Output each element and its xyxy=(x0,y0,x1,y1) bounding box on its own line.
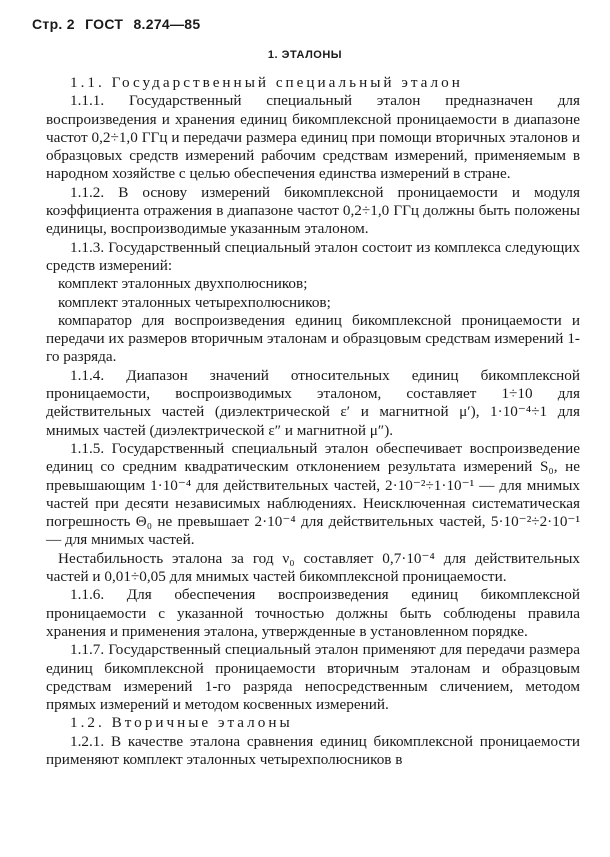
list-item: комплект эталонных двухполюсников; xyxy=(58,275,308,293)
paragraph: 1.1.4. Диапазон значений относительных единиц бикомплексной проницаемости, воспроизводимых эталоном, составляет 1÷10 для действительных частей (диэлектрической ε′ и магнитной μ′), 1·10⁻⁴÷1 для мнимых частей (диэлектрической ε″ и магнитной μ″). xyxy=(46,366,580,439)
paragraph: 1.2.1. В качестве эталона сравнения единиц бикомплексной проницаемости применяют комплект эталонных четырехполюсников в xyxy=(46,732,580,768)
paragraph: 1.1.3. Государственный специальный эталон состоит из комплекса следующих средств измерений: xyxy=(46,238,580,274)
standard-number: 8.274—85 xyxy=(133,16,201,32)
body-text xyxy=(46,74,580,769)
section-title: 1. ЭТАЛОНЫ xyxy=(267,49,343,61)
paragraph: 1.1.2. В основу измерений бикомплексной проницаемости и модуля коэффициента отражения в диапазоне частот 0,2÷1,0 ГГц должны быть положены единицы, воспроизводимые указанным эталоном. xyxy=(46,183,580,238)
paragraph: 1.1.5. Государственный специальный эталон обеспечивает воспроизведение единиц со средним квадратическим отклонением результата измерений S₀, не превышающим 1·10⁻⁴ для действительных частей, 2·10⁻²÷1·10⁻¹ — для мнимых частей при десяти независимых наблюдениях. Неисключенная систематическая погрешность Θ₀ не превышает 2·10⁻⁴ для действительных частей, 5·10⁻²÷2·10⁻¹ — для мнимых частей. xyxy=(46,439,580,549)
paragraph: 1.1.6. Для обеспечения воспроизведения единиц бикомплексной проницаемости с указанной точностью должны быть соблюдены правила хранения и применения эталона, утвержденные в установленном порядке. xyxy=(46,586,580,640)
paragraph: 1.1.7. Государственный специальный эталон применяют для передачи размера единиц бикомплексной проницаемости вторичным эталонам и образцовым средствам измерений 1-го разряда непосредственным сличением, методом прямых измерений и методом косвенных измерений. xyxy=(46,641,580,714)
subsection-heading: 1.2. Вторичные эталоны xyxy=(70,714,293,732)
standard-label: ГОСТ xyxy=(85,16,124,32)
paragraph: Нестабильность эталона за год ν₀ составляет 0,7·10⁻⁴ для действительных частей и 0,01÷0,05 для мнимых частей бикомплексной проницаемости. xyxy=(46,549,580,586)
running-header xyxy=(32,16,206,32)
paragraph: 1.1.1. Государственный специальный эталон предназначен для воспроизведения и хранения единиц бикомплексной проницаемости в диапазоне частот 0,2÷1,0 ГГц и передачи размера единиц при помощи вторичных эталонов и образцовых средств измерений рабочим средствам измерений, применяемым в народном хозяйстве с целью обеспечения единства измерений в стране. xyxy=(46,92,580,183)
list-item: комплект эталонных четырехполюсников; xyxy=(58,293,331,311)
page-label: Стр. 2 xyxy=(32,16,75,32)
list-item: компаратор для воспроизведения единиц бикомплексной проницаемости и передачи их размеров вторичным эталонам и образцовым средствам измерений 1-го разряда. xyxy=(46,311,580,366)
subsection-heading: 1.1. Государственный специальный эталон xyxy=(70,74,463,91)
